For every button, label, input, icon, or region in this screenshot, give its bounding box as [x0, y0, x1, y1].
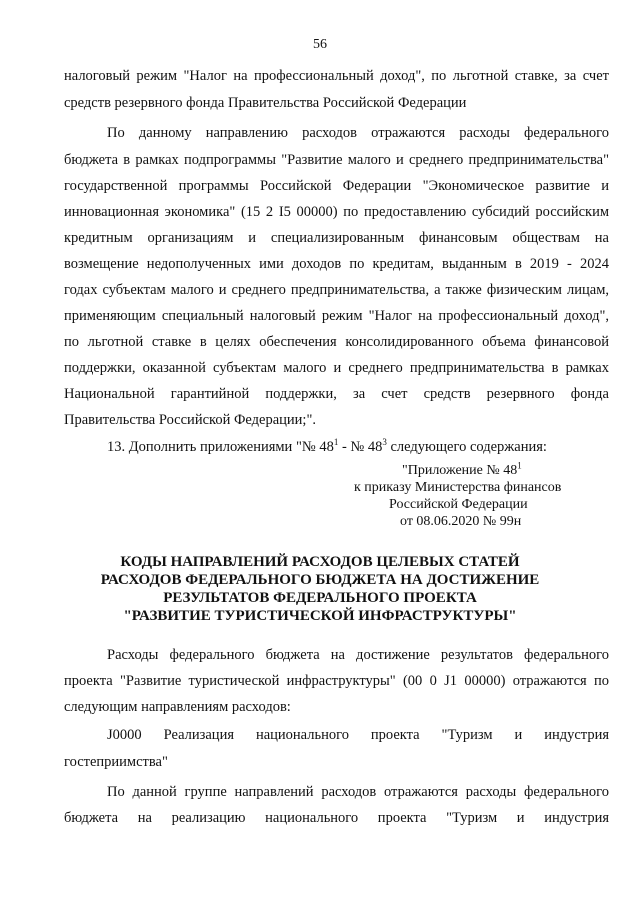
para1-line: налоговый режим "Налог на профессиональный доход", по льготной ставке, за счет [64, 68, 609, 84]
appendix-line: Российской Федерации [389, 497, 528, 512]
para2-line: годах субъектам малого и среднего предпринимательства, а также физическим лицам, [64, 282, 609, 298]
para3-line: проекта "Развитие туристической инфраструктуры" (00 0 J1 00000) отражаются по [64, 673, 609, 689]
section-heading-line: КОДЫ НАПРАВЛЕНИЙ РАСХОДОВ ЦЕЛЕВЫХ СТАТЕЙ [120, 554, 520, 570]
appendix-title-text: "Приложение № 48 [402, 463, 518, 478]
para2-line: Правительства Российской Федерации;". [64, 412, 317, 428]
superscript: 1 [333, 437, 339, 448]
para2-line: Национальной гарантийной поддержки, за счет средств резервного фонда [64, 386, 609, 402]
para1-line: средств резервного фонда Правительства Российской Федерации [64, 95, 467, 111]
para3-line: следующим направлениям расходов: [64, 699, 291, 715]
para2-line: по льготной ставке в целях обеспечения консолидированного объема финансовой [64, 334, 609, 350]
appendix-line: к приказу Министерства финансов [354, 480, 562, 495]
appendix-line: от 08.06.2020 № 99н [400, 514, 522, 529]
item-13 [107, 437, 609, 457]
superscript: 3 [382, 437, 387, 448]
para4-line: бюджета на реализацию национального проекта "Туризм и индустрия [64, 810, 609, 826]
section-heading-line: РЕЗУЛЬТАТОВ ФЕДЕРАЛЬНОГО ПРОЕКТА [163, 590, 477, 606]
item-13-text: 13. Дополнить приложениями "№ 48 [107, 439, 334, 455]
para4-line: По данной группе направлений расходов отражаются расходы федерального [107, 784, 609, 800]
para2-line: поддержки, оказанной субъектам малого и среднего предпринимательства в рамках [64, 360, 609, 376]
para2-line: бюджета в рамках подпрограммы "Развитие малого и среднего предпринимательства" [64, 152, 609, 168]
para2-line: возмещение недополученных ими доходов по кредитам, выданным в 2019 - 2024 [64, 256, 609, 272]
item-13-text: следующего содержания: [386, 439, 547, 455]
para2-line: применяющим специальный налоговый режим "Налог на профессиональный доход", [64, 308, 609, 324]
para2-line: инновационная экономика" (15 2 I5 00000) по предоставлению субсидий российским [64, 204, 609, 220]
appendix-title [402, 462, 522, 479]
code-entry-line: гостеприимства" [64, 754, 168, 770]
section-heading-line: РАСХОДОВ ФЕДЕРАЛЬНОГО БЮДЖЕТА НА ДОСТИЖЕНИЕ [100, 572, 540, 588]
para2-line: кредитным организациям и специализированным финансовым обществам на [64, 230, 609, 246]
item-13-text: - № 48 [338, 439, 383, 455]
para2-line: государственной программы Российской Федерации "Экономическое развитие и [64, 178, 609, 194]
code-entry-line: J0000 Реализация национального проекта "Туризм и индустрия [107, 727, 609, 743]
section-heading-line: "РАЗВИТИЕ ТУРИСТИЧЕСКОЙ ИНФРАСТРУКТУРЫ" [123, 608, 517, 624]
para3-line: Расходы федерального бюджета на достижение результатов федерального [107, 647, 609, 663]
para2-line: По данному направлению расходов отражаются расходы федерального [107, 125, 609, 141]
superscript: 1 [517, 460, 522, 471]
page-number: 56 [313, 37, 327, 52]
